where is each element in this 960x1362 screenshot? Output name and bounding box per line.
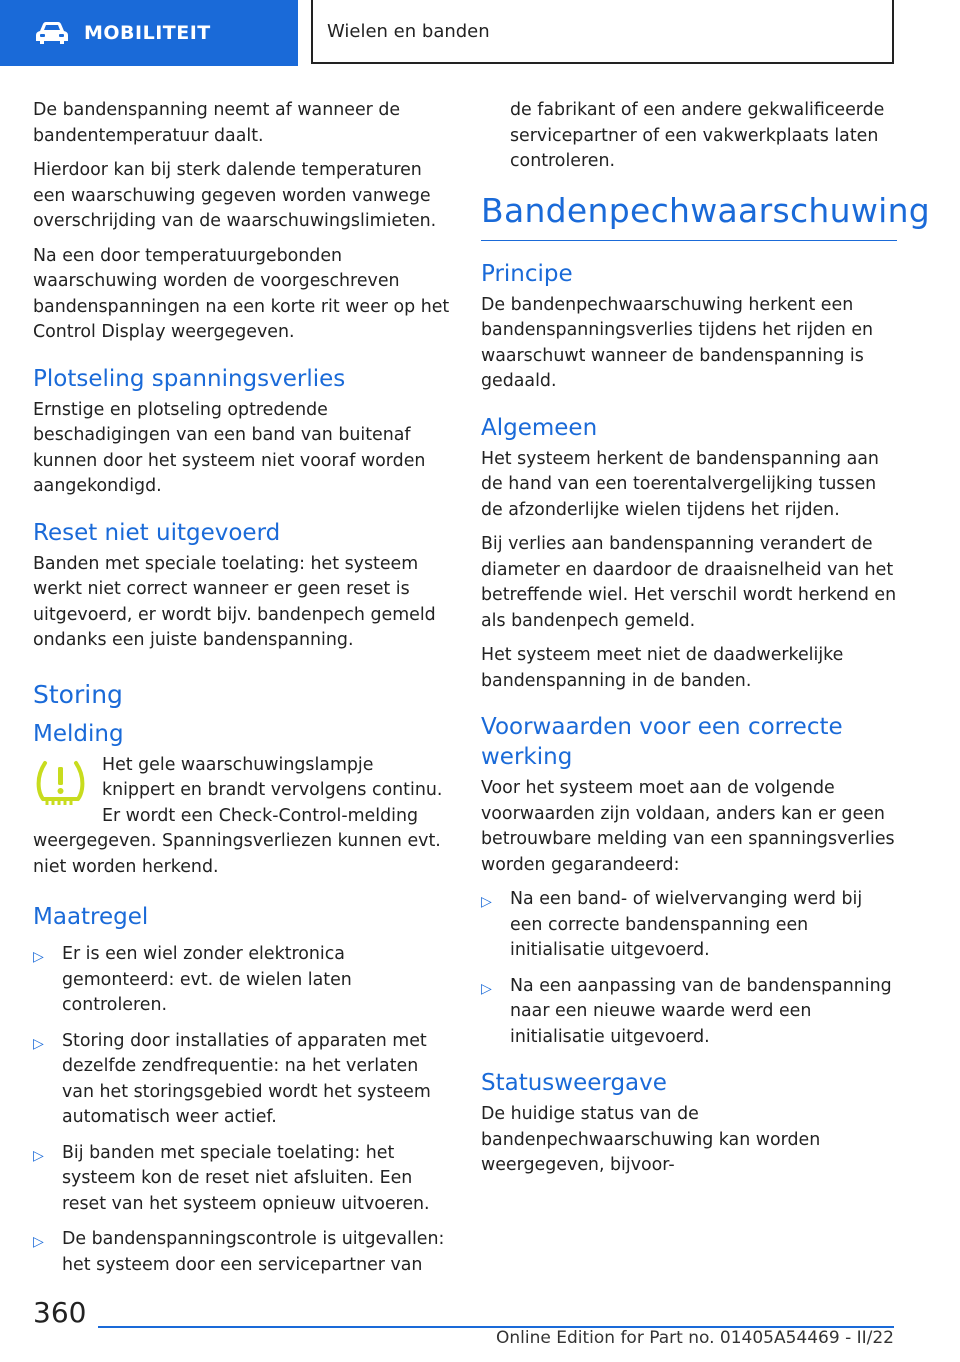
section-label: MOBILITEIT (84, 22, 211, 44)
triangle-bullet-icon: ▷ (33, 949, 44, 965)
paragraph: Het gele waarschuwingslampje knippert en brandt vervolgens continu. Er wordt een Check-Control-melding weergegeven. Spanningsverliezen kunnen evt. niet worden herkend. (33, 754, 443, 877)
heading-maatregel: Maatregel (33, 904, 149, 930)
chapter-title: Wielen en banden (311, 0, 894, 64)
edition-note: Online Edition for Part no. 01405A54469 - II/22 (495, 1328, 894, 1348)
paragraph: De bandenspanning neemt af wanneer de bandentemperatuur daalt. (33, 100, 401, 146)
paragraph: Banden met speciale toelating: het systeem werkt niet correct wanneer er geen reset is uitgevoerd, er wordt bijv. bandenpech gemeld ondanks een juiste bandenspanning. (33, 553, 436, 650)
heading-bandenpechwaarschuwing: Bandenpechwaarschuwing (481, 191, 897, 241)
paragraph: Bij verlies aan bandenspanning verandert de diameter en daardoor de draaisnelheid van het betreffende wiel. Het verschil wordt herkend en als bandenpech gemeld. (481, 534, 897, 631)
paragraph: Het systeem meet niet de daadwerkelijke bandenspanning in de banden. (481, 645, 844, 691)
triangle-bullet-icon: ▷ (33, 1147, 44, 1164)
paragraph: De bandenpechwaarschuwing herkent een bandenspanningsverlies tijdens het rijden en waarschuwt wanneer de bandenspanning is gedaald. (481, 294, 874, 391)
triangle-bullet-icon: ▷ (33, 1035, 44, 1052)
heading-melding: Melding (33, 720, 124, 747)
paragraph: Na een door temperatuurgebonden waarschuwing worden de voorgeschreven bandenspanningen na een korte rit weer op het Control Display weergegeven. (33, 245, 450, 342)
heading-algemeen: Algemeen (481, 414, 598, 441)
paragraph: Ernstige en plotseling optredende beschadigingen van een band van buitenaf kunnen door het systeem niet vooraf worden aangekondigd. (33, 399, 426, 496)
car-icon (34, 20, 70, 46)
voorwaarden-list (481, 887, 897, 1050)
list-item: ▷ Na een aanpassing van de bandenspanning naar een nieuwe waarde werd een initialisatie uitgevoerd. (481, 975, 892, 1047)
list-item: ▷ Er is een wiel zonder elektronica gemonteerd: evt. de wielen laten controleren. (33, 944, 352, 1015)
page-number: 360 (33, 1296, 87, 1329)
tire-pressure-warning-icon (33, 755, 88, 810)
heading-voorwaarden: Voorwaarden voor een correcte werking (481, 714, 843, 770)
triangle-bullet-icon: ▷ (481, 894, 492, 910)
paragraph: de fabrikant of een andere gekwalificeerde servicepartner of een vakwerkplaats laten controleren. (510, 100, 885, 171)
right-column (481, 98, 931, 1188)
list-item: ▷ De bandenspanningscontrole is uitgevallen: het systeem door een servicepartner van (33, 1229, 445, 1275)
heading-statusweergave: Statusweergave (481, 1070, 667, 1096)
triangle-bullet-icon: ▷ (481, 980, 492, 997)
heading-principe: Principe (481, 260, 573, 287)
list-item: ▷ Bij banden met speciale toelating: het systeem kon de reset niet afsluiten. Een reset van het systeem opnieuw uitvoeren. (33, 1142, 430, 1214)
triangle-bullet-icon: ▷ (33, 1234, 44, 1250)
paragraph: Het systeem herkent de bandenspanning aan de hand van een toerentalvergelijking tussen de afzonderlijke wielen tijdens het rijden. (481, 448, 879, 520)
paragraph: Hierdoor kan bij sterk dalende temperaturen een waarschuwing gegeven worden vanwege overschrijding van de waarschuwingslimieten. (33, 160, 437, 231)
warning-block (33, 753, 451, 881)
left-column (33, 98, 451, 1288)
heading-reset: Reset niet uitgevoerd (33, 519, 281, 546)
heading-storing: Storing (33, 679, 123, 709)
heading-plotseling: Plotseling spanningsverlies (33, 365, 346, 392)
paragraph: Voor het systeem moet aan de volgende voorwaarden zijn voldaan, anders kan er geen betrouwbare melding van een spanningsverlies worden gegarandeerd: (481, 778, 895, 875)
section-tab[interactable] (0, 0, 298, 66)
paragraph: De huidige status van de bandenpechwaarschuwing kan worden weergegeven, bijvoor- (481, 1104, 821, 1175)
list-item: ▷ Storing door installaties of apparaten met dezelfde zendfrequentie: na het verlaten van het storingsgebied wordt het systeem automatisch weer actief. (33, 1030, 431, 1127)
maatregel-list (33, 942, 451, 1278)
list-item: ▷ Na een band- of wielvervanging werd bij een correcte bandenspanning een initialisatie uitgevoerd. (481, 889, 863, 960)
